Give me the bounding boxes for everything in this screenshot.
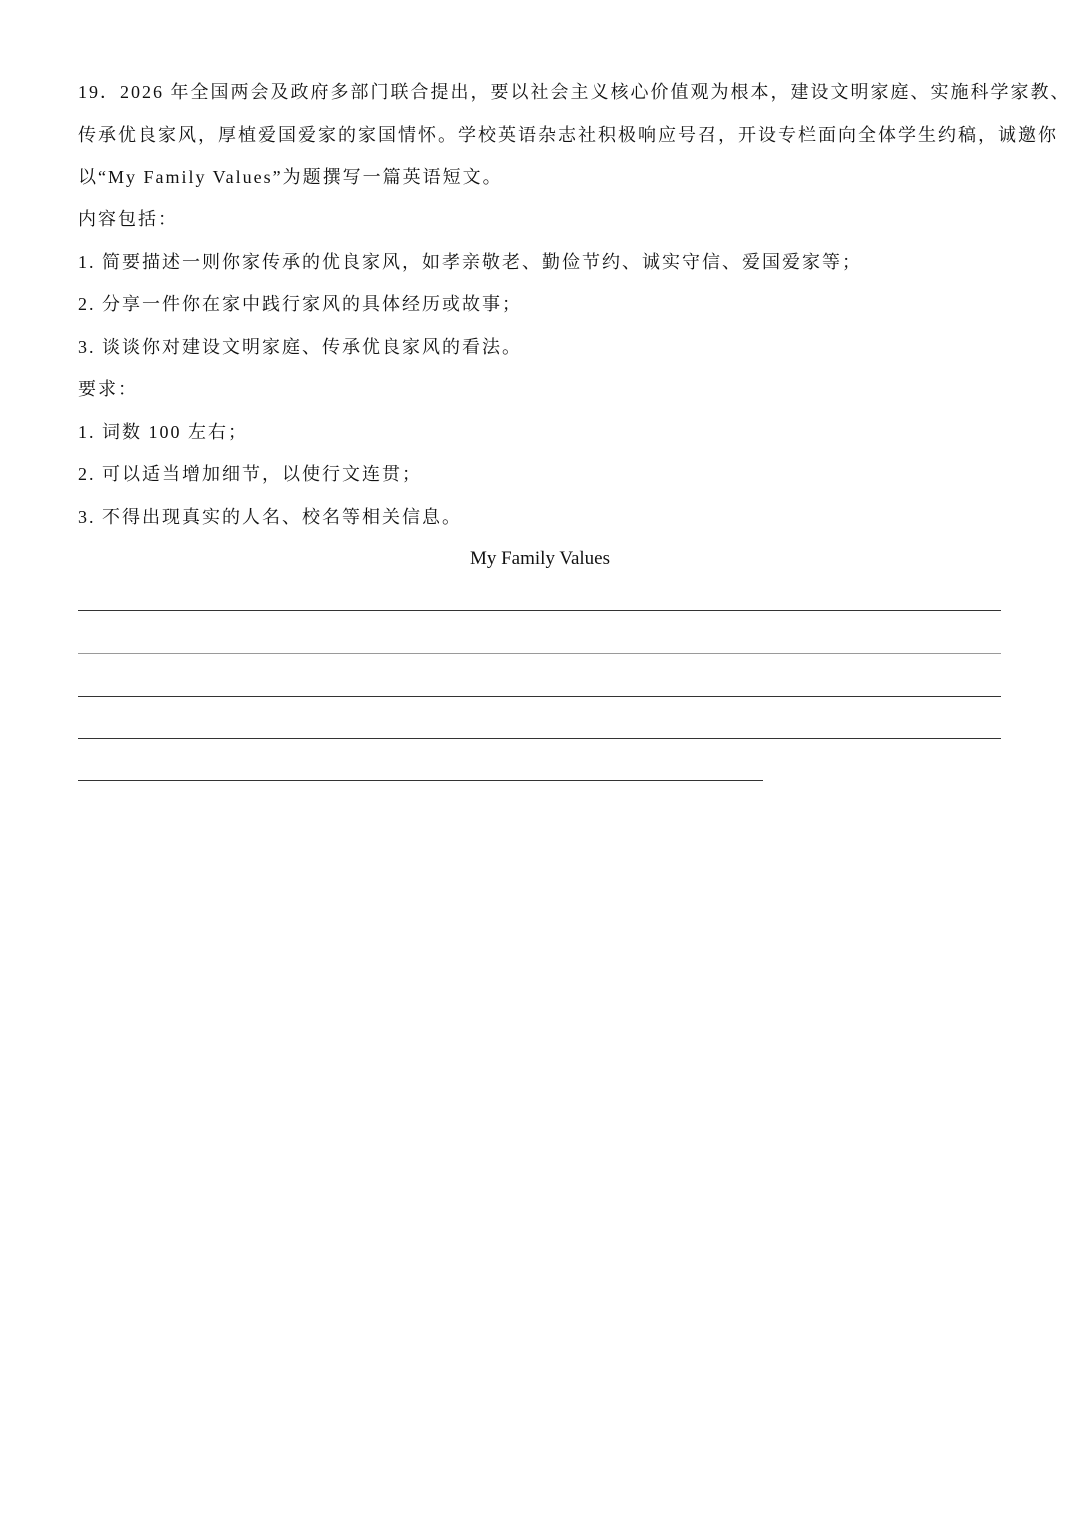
writing-line-1[interactable] <box>78 610 1001 611</box>
content-item-1: 1. 简要描述一则你家传承的优良家风，如孝亲敬老、勤俭节约、诚实守信、爱国爱家等； <box>78 252 862 272</box>
requirements-heading: 要求： <box>78 379 138 399</box>
content-heading: 内容包括： <box>78 209 178 229</box>
writing-line-4[interactable] <box>78 738 1001 739</box>
requirement-item-2: 2. 可以适当增加细节，以使行文连贯； <box>78 464 422 484</box>
writing-line-5[interactable] <box>78 780 763 781</box>
content-item-3: 3. 谈谈你对建设文明家庭、传承优良家风的看法。 <box>78 337 522 357</box>
requirement-item-1: 1. 词数 100 左右； <box>78 422 248 442</box>
essay-title: My Family Values <box>469 548 611 569</box>
content-item-2: 2. 分享一件你在家中践行家风的具体经历或故事； <box>78 294 522 314</box>
question-line-2: 传承优良家风，厚植爱国爱家的家国情怀。学校英语杂志社积极响应号召，开设专栏面向全体学生约稿，诚邀你 <box>78 125 1058 145</box>
question-line-3: 以“My Family Values”为题撰写一篇英语短文。 <box>78 167 503 187</box>
requirement-item-3: 3. 不得出现真实的人名、校名等相关信息。 <box>78 507 462 527</box>
question-line-1: 19．2026 年全国两会及政府多部门联合提出，要以社会主义核心价值观为根本，建设文明家庭、实施科学家教、 <box>78 82 1071 102</box>
writing-line-3[interactable] <box>78 696 1001 697</box>
writing-line-2[interactable] <box>78 653 1001 654</box>
